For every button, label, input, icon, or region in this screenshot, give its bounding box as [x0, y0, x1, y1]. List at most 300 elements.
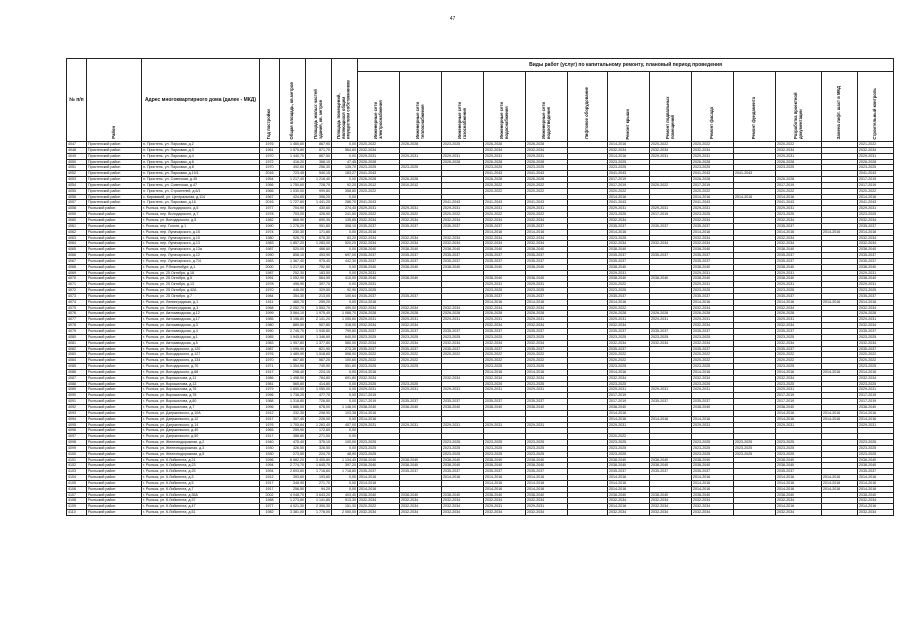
cell-row-number: 4110 [67, 510, 87, 516]
cell-work-period: 2038-2040 [858, 276, 894, 282]
cell-work-period: 2038-2040 [400, 492, 442, 498]
cell-work-period: 2029-2031 [692, 153, 734, 159]
cell-common-area: 0,00 [332, 387, 358, 393]
cell-work-period: 2020-2022 [608, 305, 650, 311]
cell-year-built: 2000 [260, 264, 280, 270]
cell-district: Рыльский район [87, 440, 142, 446]
cell-total-area: 6 582,20 [280, 457, 306, 463]
cell-row-number: 4081 [67, 340, 87, 346]
cell-common-area: 83,20 [332, 235, 358, 241]
cell-total-area: 256,50 [280, 486, 306, 492]
cell-address: г. Рыльск, пер. Луначарского, д.12 [142, 253, 260, 259]
cell-district: Пристенский район [87, 153, 142, 159]
cell-work-period: 2032-2034 [484, 305, 526, 311]
cell-living-area: 1 050,00 [306, 387, 332, 393]
cell-living-area: 678,00 [306, 404, 332, 410]
cell-work-period: 2035-2037 [776, 223, 822, 229]
cell-work-period: 2029-2031 [650, 317, 692, 323]
cell-work-period: 2014-2016 [822, 299, 858, 305]
cell-address: г. Рыльск, ул. Дзержинского, д.12 [142, 416, 260, 422]
cell-work-period: 2023-2025 [442, 334, 484, 340]
cell-work-period: 2032-2034 [400, 498, 442, 504]
cell-living-area: 784,80 [306, 375, 332, 381]
cell-total-area: 1 945,60 [280, 334, 306, 340]
cell-address: п. Пристень, ул. Парковая, д.10/1 [142, 171, 260, 177]
cell-total-area: 259,90 [280, 428, 306, 434]
cell-work-period: 2023-2025 [484, 288, 526, 294]
cell-work-period: 2020-2022 [358, 352, 400, 358]
cell-total-area: 4 021,30 [280, 504, 306, 510]
cell-row-number: 4097 [67, 434, 87, 440]
cell-work-period: 2023-2025 [400, 381, 442, 387]
cell-work-period: 2023-2025 [400, 364, 442, 370]
cell-address: п. Пристень, ул. Парковая, д.4 [142, 153, 260, 159]
cell-total-area: 4 048,70 [280, 492, 306, 498]
cell-work-period: 2026-2028 [526, 177, 568, 183]
cell-work-period: 2029-2031 [484, 422, 526, 428]
cell-row-number: 4056 [67, 194, 87, 200]
cell-living-area: 375,10 [306, 440, 332, 446]
cell-work-period: 2038-2040 [858, 404, 894, 410]
cell-work-period: 2029-2031 [776, 270, 822, 276]
cell-work-period: 2032-2034 [400, 305, 442, 311]
cell-total-area: 1 354,90 [280, 364, 306, 370]
cell-total-area: 393,60 [280, 475, 306, 481]
cell-district: Рыльский район [87, 235, 142, 241]
cell-district: Рыльский район [87, 504, 142, 510]
cell-work-period: 2035-2037 [400, 223, 442, 229]
cell-work-period: 2020-2022 [776, 352, 822, 358]
cell-work-period: 2020-2022 [692, 358, 734, 364]
cell-work-period: 2035-2037 [442, 329, 484, 335]
header-work-type: Инженерные сети теплоснабжения [400, 72, 442, 142]
cell-work-period: 2035-2037 [858, 223, 894, 229]
cell-address: г. Рыльск, ул. Ворошилова, д.7 [142, 404, 260, 410]
cell-work-period: 2032-2034 [400, 241, 442, 247]
cell-work-period: 2026-2028 [526, 311, 568, 317]
cell-total-area: 2 745,70 [280, 329, 306, 335]
cell-living-area: 740,90 [306, 364, 332, 370]
cell-work-period: 2023-2025 [608, 451, 650, 457]
cell-work-period: 2023-2025 [526, 445, 568, 451]
cell-row-number: 4062 [67, 229, 87, 235]
cell-work-period: 2014-2016 [822, 410, 858, 416]
cell-living-area: 2 390,30 [306, 504, 332, 510]
cell-work-period: 2017-2019 [608, 182, 650, 188]
cell-total-area: 446,00 [280, 288, 306, 294]
cell-common-area: 273,39 [332, 346, 358, 352]
cell-work-period: 2038-2040 [858, 457, 894, 463]
cell-work-period: 2017-2019 [776, 399, 822, 405]
cell-common-area: 92,20 [332, 182, 358, 188]
cell-work-period: 2035-2037 [608, 329, 650, 335]
cell-work-period: 2020-2022 [484, 212, 526, 218]
cell-work-period: 2014-2016 [822, 480, 858, 486]
header-work-type: Ремонт крыши [608, 72, 650, 142]
cell-work-period: 2035-2037 [358, 293, 400, 299]
cell-work-period: 2020-2022 [358, 188, 400, 194]
cell-work-period: 2038-2040 [692, 264, 734, 270]
cell-work-period: 2035-2037 [400, 258, 442, 264]
cell-address: г. Рыльск, пер. Луначарского, д.10 [142, 235, 260, 241]
cell-common-area: 0,00 [332, 369, 358, 375]
cell-common-area: 457,00 [332, 422, 358, 428]
cell-row-number: 4054 [67, 182, 87, 188]
cell-address: г. Рыльск, ул. Железнодорожная, д.5 [142, 451, 260, 457]
cell-work-period: 2014-2016 [608, 416, 650, 422]
cell-total-area: 1 690,00 [280, 387, 306, 393]
cell-district: Рыльский район [87, 264, 142, 270]
cell-work-period: 2014-2016 [358, 229, 400, 235]
cell-work-period: 2032-2034 [692, 147, 734, 153]
cell-work-period: 2035-2037 [526, 399, 568, 405]
cell-address: г. Рыльск, ул. Дзержинского, д.10А [142, 410, 260, 416]
cell-work-period: 2014-2016 [858, 369, 894, 375]
cell-address: г. Рыльск, ул. Р.Люксембург, д.1 [142, 264, 260, 270]
cell-living-area: 171,80 [306, 229, 332, 235]
cell-work-period: 2035-2037 [650, 253, 692, 259]
cell-work-period: 2014-2016 [358, 299, 400, 305]
cell-work-period: 2014-2016 [608, 229, 650, 235]
cell-year-built: 1976 [260, 352, 280, 358]
cell-total-area: 858,10 [280, 253, 306, 259]
cell-common-area: 103,38 [332, 410, 358, 416]
cell-work-period: 2023-2025 [442, 451, 484, 457]
cell-common-area: 0,00 [332, 299, 358, 305]
cell-work-period: 2023-2025 [400, 334, 442, 340]
cell-work-period: 2032-2034 [776, 217, 822, 223]
cell-address: п. Пристень, ул. Парковая, д.16 [142, 200, 260, 206]
cell-row-number: 4096 [67, 428, 87, 434]
cell-row-number: 4067 [67, 258, 87, 264]
cell-common-area: 564,60 [332, 147, 358, 153]
cell-living-area: 329,50 [306, 288, 332, 294]
cell-work-period: 2014-2016 [526, 299, 568, 305]
cell-work-period: 2035-2037 [692, 329, 734, 335]
cell-work-period: 2026-2028 [484, 159, 526, 165]
cell-total-area: 496,90 [280, 282, 306, 288]
cell-work-period: 2035-2037 [526, 329, 568, 335]
cell-work-period: 2032-2034 [858, 498, 894, 504]
cell-total-area: 1 738,20 [280, 393, 306, 399]
cell-work-period: 2035-2037 [442, 253, 484, 259]
cell-work-period: 2029-2031 [608, 317, 650, 323]
cell-living-area: 396,20 [306, 194, 332, 200]
cell-living-area: 256,30 [306, 165, 332, 171]
cell-work-period: 2032-2034 [442, 504, 484, 510]
cell-work-period: 2032-2034 [692, 241, 734, 247]
cell-work-period: 2032-2034 [358, 217, 400, 223]
cell-total-area: 1 886,00 [280, 404, 306, 410]
cell-work-period: 2023-2025 [692, 288, 734, 294]
cell-address: г. Рыльск, ул. К.Либкнехта, д.21 [142, 457, 260, 463]
cell-row-number: 4104 [67, 475, 87, 481]
cell-row-number: 4060 [67, 217, 87, 223]
cell-address: г. Рыльск, ул. Железнодорожная, д.3 [142, 445, 260, 451]
cell-work-period: 2035-2037 [776, 346, 822, 352]
cell-work-period: 2029-2031 [776, 422, 822, 428]
cell-district: Рыльский район [87, 457, 142, 463]
cell-work-period: 2014-2016 [822, 416, 858, 422]
cell-work-period: 2020-2022 [526, 212, 568, 218]
cell-year-built: 1968 [260, 305, 280, 311]
cell-work-period: 2038-2040 [484, 404, 526, 410]
cell-address: г. Рыльск, ул. К.Либкнехта, д.25 [142, 469, 260, 475]
cell-living-area: 213,00 [306, 293, 332, 299]
cell-work-period: 2032-2034 [484, 375, 526, 381]
cell-work-period: 2023-2025 [358, 364, 400, 370]
cell-address: г. Рыльск, ул. Володарского, д.134 [142, 358, 260, 364]
cell-work-period: 2014-2016 [858, 229, 894, 235]
cell-work-period: 2035-2037 [484, 223, 526, 229]
cell-work-period: 2038-2040 [400, 404, 442, 410]
cell-district: Пристенский район [87, 182, 142, 188]
cell-work-period: 2035-2037 [358, 346, 400, 352]
cell-total-area: 1 857,20 [280, 241, 306, 247]
cell-common-area: 308,10 [332, 223, 358, 229]
cell-work-period: 2026-2028 [776, 159, 822, 165]
cell-work-period: 2029-2031 [776, 387, 822, 393]
cell-work-period: 2038-2040 [526, 247, 568, 253]
cell-work-period: 2035-2037 [484, 253, 526, 259]
cell-common-area: 913,30 [332, 498, 358, 504]
cell-work-period: 2035-2037 [858, 293, 894, 299]
cell-year-built: 1981 [260, 381, 280, 387]
cell-total-area: 2 774,70 [280, 463, 306, 469]
cell-address: г. Рыльск, ул. Ленинградская, д.3 [142, 305, 260, 311]
cell-common-area: 0,00 [332, 282, 358, 288]
cell-work-period: 2017-2019 [608, 399, 650, 405]
cell-address: г. Рыльск, ул. К.Либкнехта, д.47 [142, 504, 260, 510]
cell-work-period: 2032-2034 [692, 235, 734, 241]
cell-work-period: 2014-2016 [358, 480, 400, 486]
cell-common-area: 100,00 [332, 440, 358, 446]
cell-common-area: 442,30 [332, 258, 358, 264]
cell-work-period: 2035-2037 [692, 469, 734, 475]
cell-work-period: 2032-2034 [650, 498, 692, 504]
cell-work-period: 2038-2040 [858, 264, 894, 270]
cell-work-period: 2029-2031 [484, 504, 526, 510]
cell-year-built: 1982 [260, 510, 280, 516]
cell-total-area: 1 095,90 [280, 346, 306, 352]
cell-work-period: 2026-2028 [484, 311, 526, 317]
cell-work-period: 2026-2028 [400, 142, 442, 148]
cell-work-period: 2014-2016 [858, 504, 894, 510]
cell-total-area: 1 957,80 [280, 340, 306, 346]
cell-work-period: 2032-2034 [776, 375, 822, 381]
cell-year-built: 1917 [260, 486, 280, 492]
cell-work-period: 2032-2034 [692, 217, 734, 223]
cell-district: Пристенский район [87, 177, 142, 183]
cell-district: Рыльский район [87, 352, 142, 358]
cell-work-period: 2029-2031 [650, 387, 692, 393]
cell-common-area: 0,00 [332, 399, 358, 405]
cell-work-period: 2014-2016 [692, 480, 734, 486]
cell-work-period: 2038-2040 [776, 492, 822, 498]
cell-work-period: 2023-2025 [608, 440, 650, 446]
cell-work-period: 2014-2016 [776, 194, 822, 200]
cell-work-period: 2041-2043 [442, 200, 484, 206]
cell-work-period: 2029-2031 [526, 282, 568, 288]
cell-work-period: 2038-2040 [776, 264, 822, 270]
cell-work-period: 2014-2016 [776, 299, 822, 305]
cell-work-period: 2038-2040 [776, 276, 822, 282]
cell-row-number: 4099 [67, 445, 87, 451]
cell-work-period: 2023-2025 [608, 235, 650, 241]
cell-work-period: 2029-2031 [442, 422, 484, 428]
cell-year-built: 1912 [260, 475, 280, 481]
cell-common-area: 1 055,60 [332, 317, 358, 323]
cell-year-built: 1984 [260, 293, 280, 299]
cell-address: с. Кировский, ул. Центральная, д.114 [142, 194, 260, 200]
cell-address: г. Рыльск, ул. К.Либкнехта, д.5 [142, 480, 260, 486]
cell-total-area: 354,30 [280, 293, 306, 299]
cell-work-period: 2026-2028 [358, 311, 400, 317]
cell-total-area: 2 693,80 [280, 469, 306, 475]
cell-work-period: 2023-2025 [858, 445, 894, 451]
cell-work-period: 2023-2025 [526, 440, 568, 446]
cell-work-period: 2038-2040 [526, 457, 568, 463]
cell-address: п. Пристень, ул. Парковая, д.8 [142, 165, 260, 171]
cell-work-period: 2038-2040 [692, 404, 734, 410]
cell-work-period: 2023-2025 [692, 334, 734, 340]
cell-living-area: 567,20 [306, 358, 332, 364]
cell-row-number: 4076 [67, 311, 87, 317]
cell-work-period: 2032-2034 [358, 375, 400, 381]
cell-work-period: 2020-2022 [692, 188, 734, 194]
cell-work-period: 2023-2025 [858, 381, 894, 387]
cell-work-period: 2020-2022 [650, 182, 692, 188]
cell-year-built: 1980 [260, 323, 280, 329]
cell-work-period: 2014-2016 [484, 299, 526, 305]
cell-work-period: 2038-2040 [858, 247, 894, 253]
cell-address: г. Рыльск, ул. Володарского, д.120 [142, 346, 260, 352]
cell-work-period: 2035-2037 [692, 258, 734, 264]
cell-living-area: 414,80 [306, 381, 332, 387]
table-row [67, 510, 894, 516]
cell-district: Рыльский район [87, 311, 142, 317]
cell-work-period: 2029-2031 [526, 387, 568, 393]
cell-work-period: 2032-2034 [484, 235, 526, 241]
cell-work-period: 2038-2040 [358, 264, 400, 270]
cell-work-period: 2029-2031 [692, 282, 734, 288]
cell-work-period: 2035-2037 [650, 223, 692, 229]
cell-total-area: 416,20 [280, 159, 306, 165]
cell-year-built: 1940 [260, 440, 280, 446]
header-total-area: Общая площадь, кв.метров [280, 59, 306, 142]
cell-work-period: 2035-2037 [650, 329, 692, 335]
cell-work-period: 2029-2031 [526, 317, 568, 323]
cell-work-period: 2020-2022 [358, 358, 400, 364]
cell-work-period: 2038-2040 [650, 463, 692, 469]
cell-work-period: 2023-2025 [858, 212, 894, 218]
cell-total-area: 424,60 [280, 194, 306, 200]
cell-work-period: 2032-2034 [400, 323, 442, 329]
cell-work-period: 2035-2037 [358, 223, 400, 229]
cell-work-period: 2023-2025 [526, 381, 568, 387]
cell-work-period: 2021-2022 [858, 142, 894, 148]
cell-common-area: 520,20 [332, 241, 358, 247]
cell-total-area: 1 440,70 [280, 153, 306, 159]
cell-work-period: 2014-2016 [484, 369, 526, 375]
cell-living-area: 226,00 [306, 416, 332, 422]
cell-work-period: 2023-2025 [526, 165, 568, 171]
cell-work-period: 2041-2043 [484, 171, 526, 177]
cell-living-area: 477,70 [306, 393, 332, 399]
cell-work-period: 2014-2016 [608, 475, 650, 481]
cell-address: г. Рыльск, ул. Володарского, д.127 [142, 352, 260, 358]
cell-district: Рыльский район [87, 276, 142, 282]
cell-work-period: 2023-2025 [608, 334, 650, 340]
cell-row-number: 4058 [67, 206, 87, 212]
cell-work-period: 2026-2028 [442, 311, 484, 317]
cell-work-period: 2014-2016 [358, 410, 400, 416]
cell-work-period: 2020-2022 [484, 188, 526, 194]
cell-work-period: 2017-2019 [650, 212, 692, 218]
cell-year-built: 2016 [260, 171, 280, 177]
cell-year-built: 1996 [260, 404, 280, 410]
cell-common-area: 318,00 [332, 323, 358, 329]
cell-work-period: 2023-2025 [526, 451, 568, 457]
cell-address: г. Рыльск, ул. К.Либкнехта, д.3 [142, 475, 260, 481]
cell-total-area: 565,80 [280, 381, 306, 387]
cell-work-period: 2032-2034 [858, 323, 894, 329]
cell-common-area: 0,00 [332, 229, 358, 235]
cell-work-period: 2038-2040 [484, 463, 526, 469]
cell-work-period: 2035-2037 [400, 469, 442, 475]
cell-work-period: 2010-2012 [400, 182, 442, 188]
cell-work-period: 2023-2025 [776, 212, 822, 218]
cell-work-period: 2035-2037 [692, 293, 734, 299]
cell-year-built: 1972 [260, 159, 280, 165]
cell-work-period: 2038-2040 [484, 247, 526, 253]
cell-work-period: 2023-2025 [608, 381, 650, 387]
cell-work-period: 2026-2028 [526, 159, 568, 165]
cell-district: Рыльский район [87, 410, 142, 416]
cell-living-area: 1 283,00 [306, 241, 332, 247]
cell-address: г. Рыльск, ул. Дзержинского, д.50 [142, 434, 260, 440]
cell-work-period: 2035-2037 [484, 346, 526, 352]
cell-work-period: 2023-2025 [358, 445, 400, 451]
cell-living-area: 1 776,00 [306, 510, 332, 516]
cell-year-built: 1917 [260, 369, 280, 375]
cell-work-period: 2014-2016 [858, 194, 894, 200]
cell-year-built: 1974 [260, 229, 280, 235]
cell-row-number: 4082 [67, 346, 87, 352]
cell-year-built: 1986 [260, 375, 280, 381]
cell-total-area: 298,40 [280, 369, 306, 375]
cell-work-period: 2029-2031 [776, 317, 822, 323]
cell-address: г. Рыльск, ул. Володарского, д.70 [142, 364, 260, 370]
cell-district: Рыльский район [87, 404, 142, 410]
cell-district: Рыльский район [87, 486, 142, 492]
cell-address: г. Рыльск, ул. Володарского, д.68 [142, 369, 260, 375]
cell-year-built: 1988 [260, 399, 280, 405]
cell-common-area: 691,80 [332, 375, 358, 381]
cell-district: Рыльский район [87, 329, 142, 335]
cell-work-period: 2035-2037 [526, 293, 568, 299]
cell-work-period: 2023-2025 [608, 159, 650, 165]
cell-total-area: 492,60 [280, 165, 306, 171]
cell-living-area: 871,70 [306, 147, 332, 153]
cell-work-period: 2032-2034 [442, 241, 484, 247]
cell-work-period: 2023-2025 [442, 445, 484, 451]
cell-row-number: 4073 [67, 293, 87, 299]
cell-work-period: 2029-2031 [692, 422, 734, 428]
cell-work-period: 2026-2028 [692, 177, 734, 183]
cell-work-period: 2032-2034 [858, 147, 894, 153]
cell-common-area: 274,40 [332, 206, 358, 212]
